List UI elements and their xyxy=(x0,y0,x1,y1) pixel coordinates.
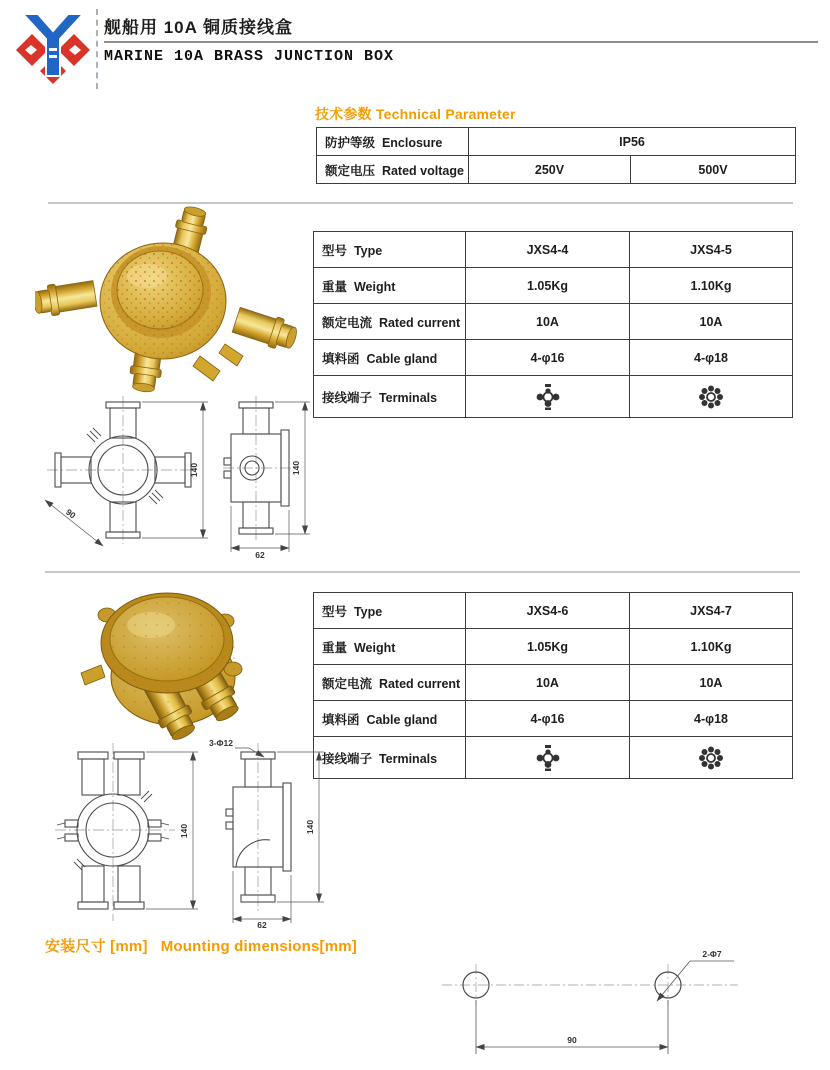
weight-value-1: 1.05Kg xyxy=(466,268,630,304)
current-value-1: 10A xyxy=(466,304,630,340)
header-rule xyxy=(104,41,818,43)
header-divider xyxy=(96,9,98,89)
voltage-value-1: 250V xyxy=(469,156,631,184)
technical-parameter-table xyxy=(316,127,796,184)
cable-gland-left xyxy=(35,278,97,318)
weight-value-1: 1.05Kg xyxy=(466,629,630,665)
current-label: 额定电流 Rated current xyxy=(314,304,466,340)
brand-logo xyxy=(16,8,90,86)
product-photo-jxs4-4 xyxy=(35,206,300,394)
weight-label: 重量 Weight xyxy=(314,629,466,665)
speckle-overlay xyxy=(117,251,203,329)
dimension-drawing-jxs4-6 xyxy=(25,733,330,930)
table-row xyxy=(314,629,793,665)
voltage-value-2: 500V xyxy=(631,156,796,184)
weight-value-2: 1.10Kg xyxy=(630,629,793,665)
gland-label: 填料函 Cable gland xyxy=(314,340,466,376)
spec-table-jxs4-6-7 xyxy=(313,592,793,779)
current-value-2: 10A xyxy=(630,665,793,701)
terminals-cell-2 xyxy=(630,737,793,779)
mount-leg xyxy=(219,344,243,366)
table-row xyxy=(314,665,793,701)
logo-stripe-2 xyxy=(49,55,57,58)
terminal-4way-icon xyxy=(536,744,560,772)
type-value-2: JXS4-5 xyxy=(630,232,793,268)
enclosure-value: IP56 xyxy=(469,128,796,156)
table-row xyxy=(314,340,793,376)
weight-label: 重量 Weight xyxy=(314,268,466,304)
center-lines xyxy=(55,743,258,921)
dim-front-diagonal: 90 xyxy=(64,506,78,521)
spec-table-jxs4-4-5 xyxy=(313,231,793,418)
type-value-2: JXS4-7 xyxy=(630,593,793,629)
terminal-4way-icon xyxy=(536,383,560,411)
terminals-label: 接线端子 Terminals xyxy=(314,376,466,418)
type-label: 型号 Type xyxy=(314,593,466,629)
tech-parameter-heading: 技术参数 Technical Parameter xyxy=(315,106,516,122)
center-lines xyxy=(442,964,738,1006)
dimension-lines xyxy=(476,961,734,1054)
table-row xyxy=(314,376,793,418)
terminals-cell-2 xyxy=(630,376,793,418)
mount-leg xyxy=(193,356,220,381)
current-value-1: 10A xyxy=(466,665,630,701)
dim-side-height: 140 xyxy=(291,460,301,476)
mounting-dimensions-heading: 安装尺寸 [mm] Mounting dimensions[mm] xyxy=(45,938,357,955)
terminal-multi-icon xyxy=(698,745,724,771)
logo-stripe-1 xyxy=(49,48,57,51)
table-row xyxy=(314,593,793,629)
center-lines xyxy=(47,396,293,544)
section-separator xyxy=(45,571,800,573)
type-value-1: JXS4-6 xyxy=(466,593,630,629)
dim-side-width: 62 xyxy=(257,920,267,930)
table-row xyxy=(314,268,793,304)
page-title-en: MARINE 10A BRASS JUNCTION BOX xyxy=(104,48,395,65)
table-row xyxy=(314,737,793,779)
cable-gland-right xyxy=(231,305,300,354)
table-row xyxy=(317,156,796,184)
dimension-labels xyxy=(179,738,315,930)
voltage-label: 额定电压 Rated voltage xyxy=(317,156,469,184)
dimension-labels xyxy=(64,461,301,560)
dim-side-height: 140 xyxy=(305,819,315,835)
dimension-labels xyxy=(567,949,722,1045)
terminal-multi-icon xyxy=(698,384,724,410)
dim-side-width: 62 xyxy=(255,550,265,560)
table-row xyxy=(314,232,793,268)
section-separator xyxy=(48,202,793,204)
mount-holes-label: 2-Φ7 xyxy=(702,949,722,959)
gland-value-2: 4-φ18 xyxy=(630,340,793,376)
mount-span-dim: 90 xyxy=(567,1035,577,1045)
dim-front-height: 140 xyxy=(189,462,199,478)
gland-label: 填料函 Cable gland xyxy=(314,701,466,737)
table-row xyxy=(317,128,796,156)
gland-value-1: 4-φ16 xyxy=(466,701,630,737)
dimension-lines xyxy=(146,748,324,923)
weight-value-2: 1.10Kg xyxy=(630,268,793,304)
mounting-dimensions-drawing xyxy=(428,944,758,1068)
type-value-1: JXS4-4 xyxy=(466,232,630,268)
dim-front-height: 140 xyxy=(179,823,189,839)
dimension-drawing-jxs4-4 xyxy=(25,392,315,560)
current-value-2: 10A xyxy=(630,304,793,340)
type-label: 型号 Type xyxy=(314,232,466,268)
speckle-overlay xyxy=(102,599,238,715)
enclosure-label: 防护等级 Enclosure xyxy=(317,128,469,156)
table-row xyxy=(314,701,793,737)
dimension-lines xyxy=(45,402,310,552)
terminals-label: 接线端子 Terminals xyxy=(314,737,466,779)
side-view-outline xyxy=(226,752,291,902)
current-label: 额定电流 Rated current xyxy=(314,665,466,701)
mount-ear xyxy=(81,665,105,685)
terminals-cell-1 xyxy=(466,376,630,418)
gland-value-1: 4-φ16 xyxy=(466,340,630,376)
table-row xyxy=(314,304,793,340)
gland-value-2: 4-φ18 xyxy=(630,701,793,737)
terminals-cell-1 xyxy=(466,737,630,779)
page-title-zh: 舰船用 10A 铜质接线盒 xyxy=(104,18,294,37)
holes-label: 3-Φ12 xyxy=(209,738,233,748)
